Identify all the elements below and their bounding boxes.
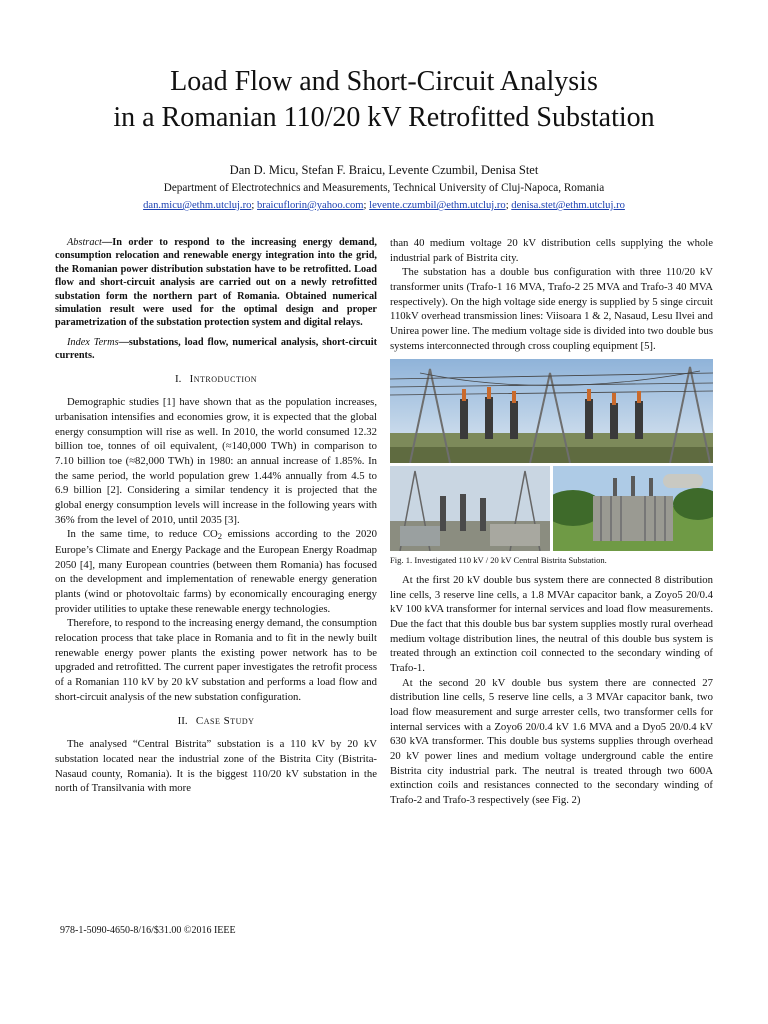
intro-paragraph-3: Therefore, to respond to the increasing energy demand, the consumption relocation process that take place in Romania and to fit in the newly built renewable energy power plants the existing power network has to be upgraded and retrofitted. The current paper investigates the retrofit process of a Romanian 110 kV by 20 kV substation and performs a load flow and short-circuit analysis of the new substation configuration. [55,617,377,703]
email-list: dan.micu@ethm.utcluj.ro; braicuflorin@yahoo.com; levente.czumbil@ethm.utcluj.ro; denisa.stet@ethm.utcluj.ro [143,200,625,211]
index-terms [55,336,377,363]
email-link-stet[interactable]: denisa.stet@ethm.utcluj.ro [511,200,625,211]
email-link-micu[interactable]: dan.micu@ethm.utcluj.ro [143,200,252,211]
copyright-footer: 978-1-5090-4650-8/16/$31.00 ©2016 IEEE [60,925,236,936]
abstract [55,236,377,330]
index-terms-text: —substations, load flow, numerical analysis, short-circuit currents. [55,336,378,361]
intro-paragraph-1: Demographic studies [1] have shown that as the population increases, urbanisation intensifies and economies grow, it is expected that the global energy consumption will rise as well. In 2010, the world consumed 12.32 billion toe, tonnes of oil equivalent, (≈140,000 TWh) in comparison to 7.10 billion toe (≈82,000 TWh) in 1980: an annual increase of 1.85%. In the same period, the world population grew 1.44% annually from 4.5 to 6.9 billion [2]. Considering a similar tendency it is projected that the global energy consumption levels will increase in the following years with 36% from the level of 2010, until 2035 [3]. [55,396,377,526]
case-paragraph-4: At the second 20 kV double bus system there are connected 27 distribution line cells, 5 reserve line cells, a 3 MVAr capacitor bank, two load flow measurement and surge arrester cells, two transformer cells for internal services with a Zoyo6 20/0.4 kV 1.6 MVA and a Dyo5 20/0.4 kV 630 kVA transformer. This double bus systems supplies through overhead 20 kV power lines and medium voltage underground cable the entire Bistrita city industrial park. The neutral is treated through two 600A extinction coils and resistances connected to the secondary winding of Trafo-2 and Trafo-3 respectively (see Fig. 2) [390,676,713,806]
affiliation: Department of Electrotechnics and Measurements, Technical University of Cluj-Napoca, Romania [163,182,605,194]
intro-p2-rest: emissions according to the 2020 Europe’s Climate and Energy Package and the European Energy Roadmap 2050 [4], many European countries (between them Romania) has focused on the development and implementation of renewable energy generation plants (wind or photovoltaic farms) by economically encouraging energy provider utilities to uptake these renewable energy technologies. [55,528,377,615]
abstract-label: Abstract [67,237,102,248]
case-paragraph-3: At the first 20 kV double bus system there are connected 8 distribution line cells, 3 reserve line cells, a 1.8 MVAr capacitor bank, a Zoyo5 20/0.4 kV 100 kVA transformer for internal services and load flow measurements. Due the fact that this double bus bar system supplies mostly rural overhead medium voltage distribution lines, the neutral of this double bus system is treated through an extinction coil connected to the secondary winding of Trafo-1. [390,574,713,674]
substation-photo-transformer [553,466,713,551]
case-paragraph-1-continued: than 40 medium voltage 20 kV distribution cells supplying the whole industrial park of Bistrita city. [390,237,713,264]
intro-p2-start: In the same time, to reduce CO [67,528,218,541]
section-heading-introduction [55,372,377,387]
section-heading-case-study [55,714,377,729]
email-link-braicu[interactable]: braicuflorin@yahoo.com [257,200,364,211]
author-list: Dan D. Micu, Stefan F. Braicu, Levente Czumbil, Denisa Stet [229,163,539,177]
substation-photo-overview [390,359,713,463]
figure-1-caption: Fig. 1. Investigated 110 kV / 20 kV Central Bistrita Substation. [390,555,607,566]
abstract-text: —In order to respond to the increasing energy demand, consumption relocation and renewable energy integration into the grid, the Romanian power distribution substation have to be retrofitted. Load flow and short-circuit analysis are carried out on a newly retrofitted substation form the northern part of Romania. Obtained numerical simulation result were used for the optimal design and proper parametrization of the substation protection system and digital relays. [55,237,377,329]
section-number: I. [174,373,182,386]
email-link-czumbil[interactable]: levente.czumbil@ethm.utcluj.ro [369,200,506,211]
paper-title [0,64,768,136]
substation-photo-switchgear [390,466,550,551]
section-number: II. [177,715,188,728]
case-paragraph-1: The analysed “Central Bistrita” substation is a 110 kV by 20 kV substation located near the industrial zone of the Bistrita City (Bistrita-Nasaud county, Romania). It is the biggest 110/20 kV substation in the north of Transilvania with more [55,738,377,795]
section-title: Case Study [195,715,255,728]
intro-paragraph-2 [55,527,377,616]
case-paragraph-2: The substation has a double bus configuration with three 110/20 kV transformer units (Trafo-1 16 MVA, Trafo-2 25 MVA and Trafo-3 40 MVA respectively). On the high voltage side energy is supplied by 5 singe circuit 110kV overhead transmission lines: Viisoara 1 & 2, Nasaud, Lesu Ilvei and Unirea power line. The medium voltage side is divided into two double bus systems interconnected through cross coupling equipment [5]. [390,266,713,352]
title-line-2: in a Romanian 110/20 kV Retrofitted Substation [113,101,655,133]
right-column [390,236,713,808]
index-terms-label: Index Terms [67,336,119,348]
left-column [55,236,377,796]
co2-subscript: 2 [217,531,223,542]
figure-1-photos [390,359,713,551]
title-line-1: Load Flow and Short-Circuit Analysis [170,66,598,97]
section-title: Introduction [189,373,258,386]
